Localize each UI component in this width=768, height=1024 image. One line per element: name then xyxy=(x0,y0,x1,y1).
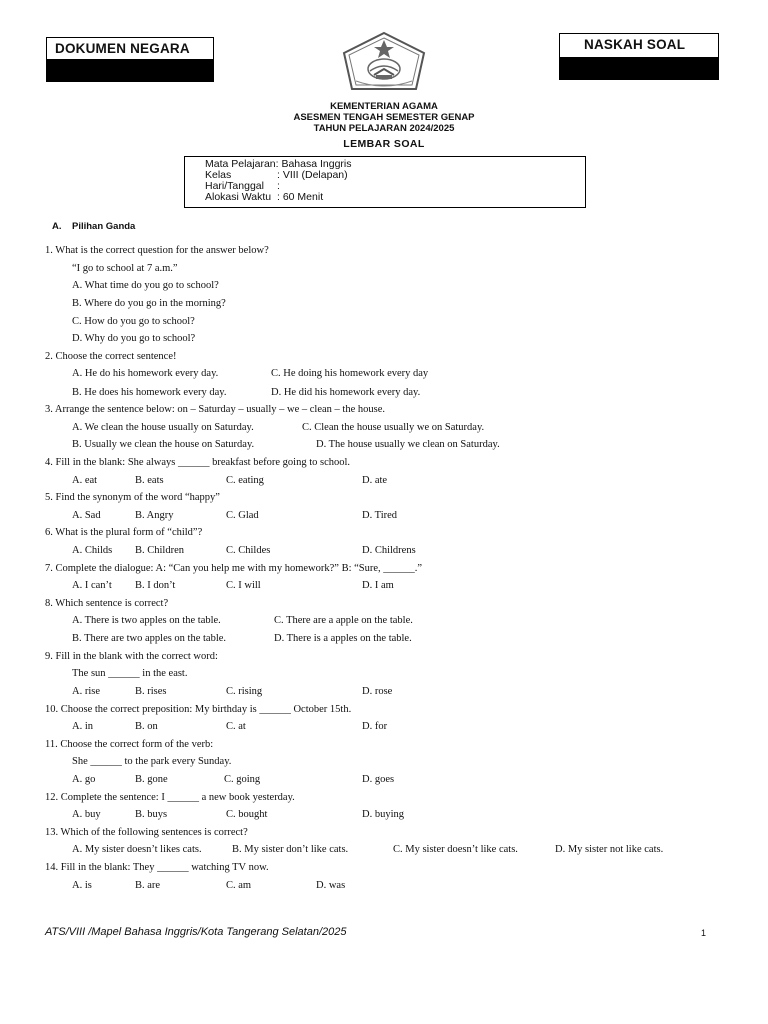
option: D. My sister not like cats. xyxy=(555,844,664,855)
option: D. buying xyxy=(362,809,404,820)
exam-info-box xyxy=(184,156,586,208)
question-4: 4. Fill in the blank: She always ______ breakfast before going to school. xyxy=(45,457,351,468)
option: D. The house usually we clean on Saturday. xyxy=(316,439,500,450)
question-1: 1. What is the correct question for the answer below? xyxy=(45,245,269,256)
option: C. am xyxy=(226,880,252,891)
option: B. My sister don’t like cats. xyxy=(232,844,349,855)
question-7: 7. Complete the dialogue: A: “Can you help me with my homework?” B: “Sure, ______.” xyxy=(45,563,423,574)
class-label: Kelas xyxy=(205,169,232,181)
option: B. Where do you go in the morning? xyxy=(72,298,226,309)
option: C. Clean the house usually we on Saturday. xyxy=(302,422,485,433)
question-1-quote: “I go to school at 7 a.m.” xyxy=(72,263,178,274)
question-13: 13. Which of the following sentences is correct? xyxy=(45,827,248,838)
document-type-label: NASKAH SOAL xyxy=(584,37,686,52)
question-12: 12. Complete the sentence: I ______ a new book yesterday. xyxy=(45,792,295,803)
option: D. He did his homework every day. xyxy=(271,387,421,398)
document-classification-box xyxy=(46,37,214,82)
option: D. rose xyxy=(362,686,393,697)
option: A. rise xyxy=(72,686,100,697)
date-value: : xyxy=(277,180,280,192)
option: B. He does his homework every day. xyxy=(72,387,227,398)
option: C. There are a apple on the table. xyxy=(274,615,413,626)
question-10: 10. Choose the correct preposition: My birthday is ______ October 15th. xyxy=(45,704,352,715)
option: A. I can’t xyxy=(72,580,112,591)
question-11: 11. Choose the correct form of the verb: xyxy=(45,739,214,750)
question-3: 3. Arrange the sentence below: on – Saturday – usually – we – clean – the house. xyxy=(45,404,385,415)
exam-title: ASESMEN TENGAH SEMESTER GENAP xyxy=(293,112,475,123)
option: D. goes xyxy=(362,774,395,785)
option: A. He do his homework every day. xyxy=(72,368,219,379)
class-value: : VIII (Delapan) xyxy=(277,169,348,181)
question-8: 8. Which sentence is correct? xyxy=(45,598,169,609)
option: D. Why do you go to school? xyxy=(72,333,196,344)
sheet-title: LEMBAR SOAL xyxy=(343,138,425,150)
option: A. buy xyxy=(72,809,101,820)
option: C. He doing his homework every day xyxy=(271,368,429,379)
option: A. Childs xyxy=(72,545,113,556)
time-row xyxy=(205,192,323,203)
option: B. Children xyxy=(135,545,184,556)
ministry-title: KEMENTERIAN AGAMA xyxy=(330,101,438,112)
page-number: 1 xyxy=(701,928,707,938)
school-year: TAHUN PELAJARAN 2024/2025 xyxy=(313,123,455,134)
option: B. eats xyxy=(135,475,164,486)
option: C. My sister doesn’t like cats. xyxy=(393,844,518,855)
section-number: A. xyxy=(52,221,62,232)
redaction-bar-left xyxy=(47,59,213,81)
document-classification-label: DOKUMEN NEGARA xyxy=(55,41,190,56)
option: C. Childes xyxy=(226,545,271,556)
option: D. There is a apples on the table. xyxy=(274,633,412,644)
option: B. rises xyxy=(135,686,167,697)
option: B. Angry xyxy=(135,510,174,521)
document-type-box xyxy=(559,33,719,80)
option: B. There are two apples on the table. xyxy=(72,633,227,644)
subject-value: Bahasa Inggris xyxy=(281,158,352,170)
ministry-emblem-icon xyxy=(336,31,432,97)
option: A. What time do you go to school? xyxy=(72,280,219,291)
option: B. on xyxy=(135,721,158,732)
question-6: 6. What is the plural form of “child”? xyxy=(45,527,203,538)
option: C. rising xyxy=(226,686,263,697)
question-9: 9. Fill in the blank with the correct word: xyxy=(45,651,218,662)
section-heading xyxy=(52,221,135,232)
date-label: Hari/Tanggal xyxy=(205,180,264,192)
section-title: Pilihan Ganda xyxy=(72,221,136,232)
option: D. was xyxy=(316,880,346,891)
option: C. going xyxy=(224,774,261,785)
question-9-sentence: The sun ______ in the east. xyxy=(72,668,188,679)
option: A. My sister doesn’t likes cats. xyxy=(72,844,202,855)
time-value: : 60 Menit xyxy=(277,191,324,203)
option: A. eat xyxy=(72,475,98,486)
time-label: Alokasi Waktu xyxy=(205,191,272,203)
option: B. buys xyxy=(135,809,168,820)
option: A. There is two apples on the table. xyxy=(72,615,221,626)
option: C. Glad xyxy=(226,510,259,521)
question-11-sentence: She ______ to the park every Sunday. xyxy=(72,756,232,767)
option: A. Sad xyxy=(72,510,101,521)
option: C. at xyxy=(226,721,246,732)
option: B. I don’t xyxy=(135,580,176,591)
page-footer: ATS/VIII /Mapel Bahasa Inggris/Kota Tangerang Selatan/2025 xyxy=(45,926,347,938)
option: A. We clean the house usually on Saturday. xyxy=(72,422,254,433)
subject-label: Mata Pelajaran: xyxy=(205,158,279,170)
option: C. How do you go to school? xyxy=(72,316,195,327)
question-2: 2. Choose the correct sentence! xyxy=(45,351,177,362)
question-5: 5. Find the synonym of the word “happy” xyxy=(45,492,220,503)
option: B. gone xyxy=(135,774,168,785)
option: B. Usually we clean the house on Saturday. xyxy=(72,439,255,450)
option: C. I will xyxy=(226,580,261,591)
option: D. I am xyxy=(362,580,394,591)
redaction-bar-right xyxy=(560,57,718,79)
option: A. is xyxy=(72,880,92,891)
option: C. bought xyxy=(226,809,268,820)
option: A. in xyxy=(72,721,93,732)
option: D. Tired xyxy=(362,510,398,521)
option: B. are xyxy=(135,880,161,891)
question-14: 14. Fill in the blank: They ______ watching TV now. xyxy=(45,862,269,873)
option: D. for xyxy=(362,721,388,732)
option: D. ate xyxy=(362,475,388,486)
option: C. eating xyxy=(226,475,264,486)
option: A. go xyxy=(72,774,96,785)
option: D. Childrens xyxy=(362,545,416,556)
